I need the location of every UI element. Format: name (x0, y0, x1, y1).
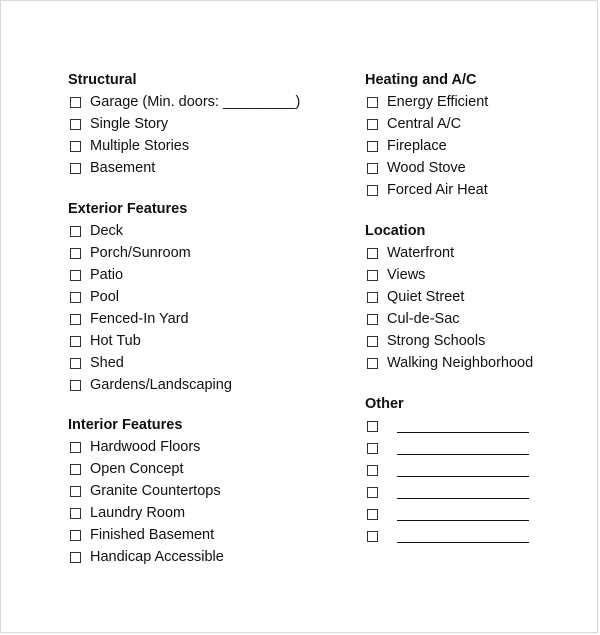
item-label: Handicap Accessible (90, 549, 224, 565)
item-label: Hardwood Floors (90, 439, 201, 455)
checklist-item-cul-de-sac[interactable] (365, 308, 533, 330)
item-label: Laundry Room (90, 505, 186, 521)
item-label: Wood Stove (387, 160, 466, 176)
checklist-item-other-blank[interactable] (365, 415, 533, 437)
checklist-item-deck[interactable] (68, 220, 300, 242)
item-label: Finished Basement (90, 527, 215, 543)
checkbox[interactable] (70, 464, 81, 475)
item-label: Central A/C (387, 116, 462, 132)
write-in-line[interactable] (397, 419, 529, 433)
section-other (365, 393, 533, 547)
section-spacer (365, 374, 533, 393)
checklist-item-other-blank[interactable] (365, 525, 533, 547)
checkbox[interactable] (367, 292, 378, 303)
item-label: Deck (90, 223, 124, 239)
checklist-item-other-blank[interactable] (365, 459, 533, 481)
checkbox[interactable] (70, 141, 81, 152)
checkbox[interactable] (70, 97, 81, 108)
item-label: Hot Tub (90, 333, 141, 349)
checkbox[interactable] (367, 248, 378, 259)
write-in-line[interactable] (397, 441, 529, 455)
checkbox[interactable] (367, 509, 378, 520)
section-spacer (365, 201, 533, 220)
item-label: Strong Schools (387, 333, 486, 349)
checkbox[interactable] (70, 314, 81, 325)
checklist-item-porch[interactable] (68, 242, 300, 264)
checklist-item-single-story[interactable] (68, 113, 300, 135)
checklist-item-basement[interactable] (68, 157, 300, 179)
checkbox[interactable] (70, 380, 81, 391)
checklist-item-views[interactable] (365, 264, 533, 286)
item-label: Views (387, 267, 426, 283)
checkbox[interactable] (70, 530, 81, 541)
item-label: Energy Efficient (387, 94, 489, 110)
checkbox[interactable] (70, 226, 81, 237)
checkbox[interactable] (367, 270, 378, 281)
checklist-item-granite-countertops[interactable] (68, 480, 300, 502)
item-label: Shed (90, 355, 124, 371)
checklist-item-other-blank[interactable] (365, 481, 533, 503)
checkbox[interactable] (367, 487, 378, 498)
section-exterior (68, 198, 300, 396)
checkbox[interactable] (70, 163, 81, 174)
section-title-other: Other (365, 396, 404, 412)
item-label: Multiple Stories (90, 138, 190, 154)
section-interior (68, 414, 300, 568)
checkbox[interactable] (70, 486, 81, 497)
checkbox[interactable] (367, 465, 378, 476)
checklist-item-other-blank[interactable] (365, 437, 533, 459)
item-label: Granite Countertops (90, 483, 221, 499)
section-title-location: Location (365, 223, 426, 239)
checklist-item-energy-efficient[interactable] (365, 91, 533, 113)
checklist-item-hot-tub[interactable] (68, 330, 300, 352)
checkbox[interactable] (367, 336, 378, 347)
item-label: Gardens/Landscaping (90, 377, 232, 393)
section-spacer (68, 396, 300, 414)
section-location (365, 220, 533, 374)
section-title-heating: Heating and A/C (365, 72, 477, 88)
checkbox[interactable] (70, 248, 81, 259)
write-in-line[interactable] (397, 463, 529, 477)
section-heating (365, 69, 533, 201)
section-spacer (68, 179, 300, 198)
checklist-item-garage[interactable] (68, 91, 300, 113)
checklist-item-handicap-accessible[interactable] (68, 546, 300, 568)
checklist-item-forced-air-heat[interactable] (365, 179, 533, 201)
checkbox[interactable] (367, 314, 378, 325)
item-label: Cul-de-Sac (387, 311, 460, 327)
item-label: Fireplace (387, 138, 447, 154)
right-column (365, 69, 533, 547)
checklist-item-waterfront[interactable] (365, 242, 533, 264)
checklist-item-multiple-stories[interactable] (68, 135, 300, 157)
checklist-item-finished-basement[interactable] (68, 524, 300, 546)
item-label: Open Concept (90, 461, 184, 477)
checkbox[interactable] (367, 185, 378, 196)
section-title-exterior: Exterior Features (68, 201, 188, 217)
write-in-line[interactable] (397, 507, 529, 521)
checkbox[interactable] (70, 292, 81, 303)
item-label: Quiet Street (387, 289, 465, 305)
checkbox[interactable] (70, 358, 81, 369)
write-in-line[interactable] (397, 485, 529, 499)
checklist-item-other-blank[interactable] (365, 503, 533, 525)
checklist-item-fenced-yard[interactable] (68, 308, 300, 330)
item-label: Waterfront (387, 245, 455, 261)
checkbox[interactable] (70, 119, 81, 130)
checklist-item-pool[interactable] (68, 286, 300, 308)
write-in-line[interactable] (397, 529, 529, 543)
checkbox[interactable] (367, 163, 378, 174)
item-label: Pool (90, 289, 120, 305)
section-title-structural: Structural (68, 72, 137, 88)
checkbox[interactable] (70, 336, 81, 347)
checklist-item-shed[interactable] (68, 352, 300, 374)
checklist-item-laundry-room[interactable] (68, 502, 300, 524)
section-title-interior: Interior Features (68, 417, 183, 433)
checklist-item-open-concept[interactable] (68, 458, 300, 480)
left-column (68, 69, 300, 568)
checklist-item-walking-neighborhood[interactable] (365, 352, 533, 374)
checkbox[interactable] (70, 270, 81, 281)
checkbox[interactable] (367, 443, 378, 454)
item-label: Patio (90, 267, 124, 283)
checklist-item-fireplace[interactable] (365, 135, 533, 157)
checklist-item-wood-stove[interactable] (365, 157, 533, 179)
section-structural (68, 69, 300, 179)
item-label: Single Story (90, 116, 169, 132)
checkbox[interactable] (367, 119, 378, 130)
checklist-item-gardens[interactable] (68, 374, 300, 396)
item-label: Basement (90, 160, 156, 176)
checkbox[interactable] (70, 442, 81, 453)
checkbox[interactable] (367, 421, 378, 432)
checkbox[interactable] (367, 97, 378, 108)
checklist-item-patio[interactable] (68, 264, 300, 286)
checkbox[interactable] (367, 531, 378, 542)
item-label: Walking Neighborhood (387, 355, 534, 371)
item-label: Porch/Sunroom (90, 245, 191, 261)
checkbox[interactable] (367, 358, 378, 369)
checklist-item-hardwood-floors[interactable] (68, 436, 300, 458)
checklist-item-quiet-street[interactable] (365, 286, 533, 308)
checklist-item-central-ac[interactable] (365, 113, 533, 135)
item-label: Forced Air Heat (387, 182, 488, 198)
item-label: Fenced-In Yard (90, 311, 189, 327)
checkbox[interactable] (367, 141, 378, 152)
checklist-item-strong-schools[interactable] (365, 330, 533, 352)
checkbox[interactable] (70, 552, 81, 563)
item-label: Garage (Min. doors: _________) (90, 94, 301, 110)
checkbox[interactable] (70, 508, 81, 519)
